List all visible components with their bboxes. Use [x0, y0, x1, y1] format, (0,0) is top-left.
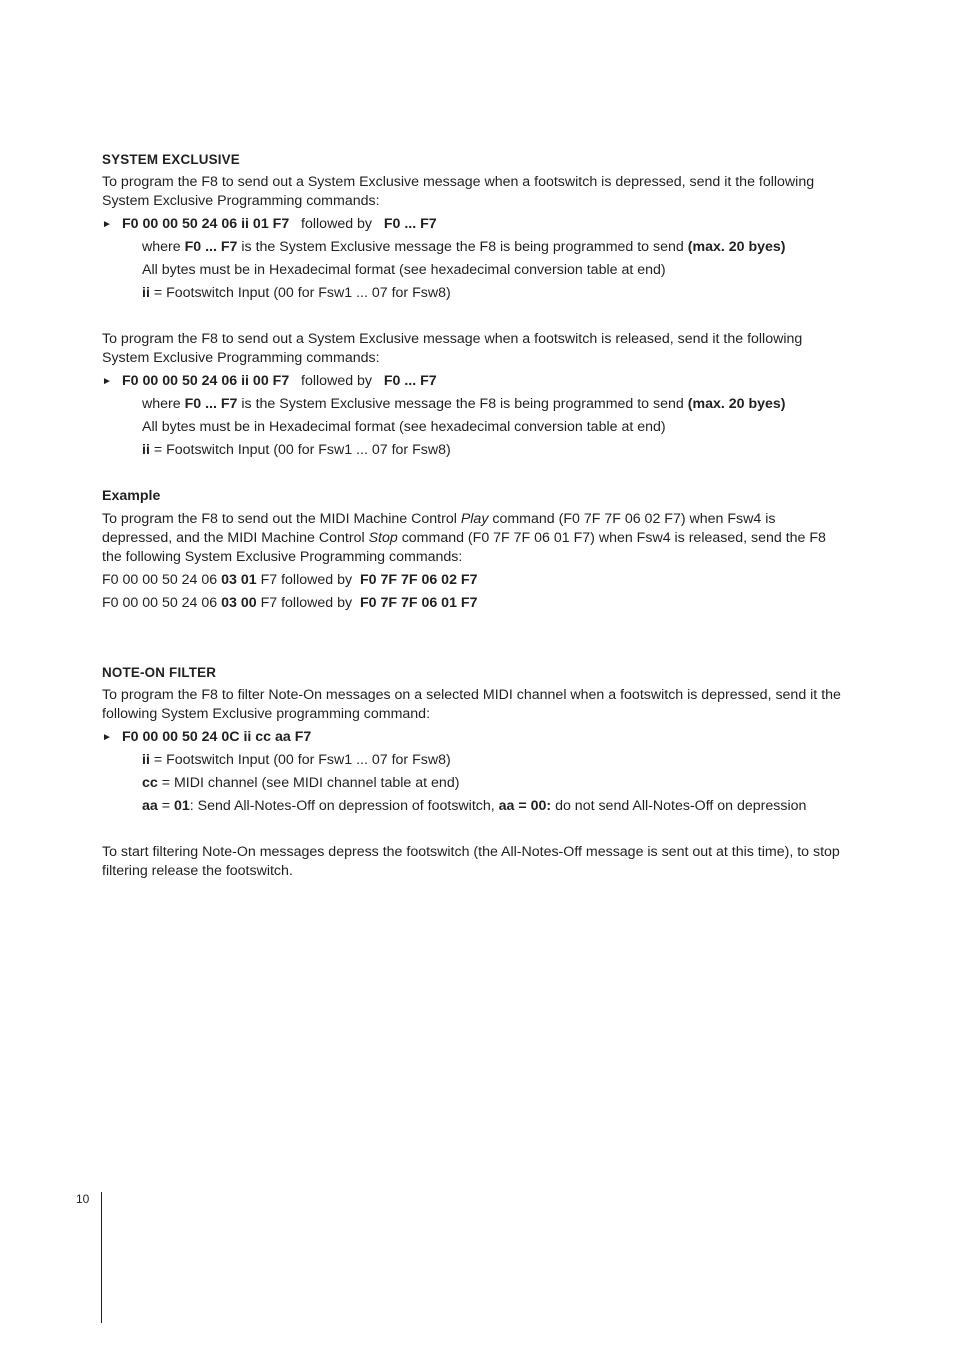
ii-definition	[102, 284, 847, 303]
ii-definition	[102, 751, 847, 770]
where-code: F0 ... F7	[184, 239, 238, 255]
cc-term: cc	[142, 775, 158, 791]
sysex-release-intro: To program the F8 to send out a System Exclusive message when a footswitch is released, send it the following System Exclusive Programming commands:	[102, 331, 803, 366]
section-title-system-exclusive: SYSTEM EXCLUSIVE	[102, 152, 240, 167]
example-text-1: To program the F8 to send out the MIDI Machine Control	[102, 511, 457, 527]
aa-eq: =	[161, 798, 171, 814]
sysex-release-command	[102, 372, 847, 391]
followed-by-text: followed by	[301, 373, 373, 389]
page-content	[102, 150, 847, 885]
followed-by-text: followed by	[301, 216, 373, 232]
margin-rule	[101, 1192, 102, 1323]
section-title-note-on-filter: NOTE-ON FILTER	[102, 665, 217, 680]
ii-definition	[102, 441, 847, 460]
max-bytes: (max. 20 byes)	[687, 396, 786, 412]
command-tail: F0 ... F7	[383, 216, 437, 232]
example-text-3: command (F0 7F 7F 06 01 F7) when Fsw4 is released, send the F8 the following System Exclusive Programming commands:	[102, 530, 826, 565]
cc-desc: = MIDI channel (see MIDI channel table at end)	[161, 775, 460, 791]
command-code: F0 00 00 50 24 0C ii cc aa F7	[122, 729, 312, 745]
aa-text-2: do not send All-Notes-Off on depression	[555, 798, 807, 814]
ii-term: ii	[142, 285, 150, 301]
where-line	[102, 395, 847, 414]
bullet-arrow-icon: ►	[102, 732, 112, 743]
code-end: F0 7F 7F 06 01 F7	[359, 595, 478, 611]
ii-term: ii	[142, 752, 150, 768]
command-code: F0 00 00 50 24 06 ii 01 F7	[122, 216, 290, 232]
code-bold: 03 00	[221, 595, 257, 611]
code-mid: F7 followed by	[260, 595, 353, 611]
sysex-depress-intro: To program the F8 to send out a System Exclusive message when a footswitch is depressed, send it the following System Exclusive Programming commands:	[102, 174, 815, 209]
where-text: where	[142, 396, 181, 412]
noteon-command	[102, 728, 847, 747]
ii-desc: = Footswitch Input (00 for Fsw1 ... 07 for Fsw8)	[153, 285, 451, 301]
hex-note: All bytes must be in Hexadecimal format (see hexadecimal conversion table at end)	[142, 262, 666, 278]
example-text-2: command (F0 7F 7F 06 02 F7) when Fsw4 is depressed, and the MIDI Machine Control	[102, 511, 776, 546]
where-text: where	[142, 239, 181, 255]
where-line	[102, 238, 847, 257]
bullet-arrow-icon: ►	[102, 219, 112, 230]
noteon-outro: To start filtering Note-On messages depress the footswitch (the All-Notes-Off message is sent out at this time), to stop filtering release the footswitch.	[102, 844, 840, 879]
code-mid: F7 followed by	[260, 572, 353, 588]
command-tail: F0 ... F7	[383, 373, 437, 389]
sysex-depress-command	[102, 215, 847, 234]
aa-value-00: aa = 00:	[498, 798, 552, 814]
where-rest: is the System Exclusive message the F8 is being programmed to send	[241, 396, 684, 412]
example-title: Example	[102, 488, 161, 504]
code-end: F0 7F 7F 06 02 F7	[359, 572, 478, 588]
code-bold: 03 01	[221, 572, 257, 588]
code-prefix: F0 00 00 50 24 06	[102, 595, 218, 611]
ii-desc: = Footswitch Input (00 for Fsw1 ... 07 for Fsw8)	[153, 752, 451, 768]
example-play: Play	[460, 511, 489, 527]
page-number: 10	[76, 1192, 90, 1206]
command-code: F0 00 00 50 24 06 ii 00 F7	[122, 373, 290, 389]
ii-term: ii	[142, 442, 150, 458]
aa-value-01: 01	[173, 798, 190, 814]
example-line-1	[102, 571, 847, 590]
where-rest: is the System Exclusive message the F8 is being programmed to send	[241, 239, 684, 255]
max-bytes: (max. 20 byes)	[687, 239, 786, 255]
ii-desc: = Footswitch Input (00 for Fsw1 ... 07 for Fsw8)	[153, 442, 451, 458]
example-line-2	[102, 594, 847, 613]
where-code: F0 ... F7	[184, 396, 238, 412]
code-prefix: F0 00 00 50 24 06	[102, 572, 218, 588]
hex-note: All bytes must be in Hexadecimal format (see hexadecimal conversion table at end)	[142, 419, 666, 435]
noteon-intro: To program the F8 to filter Note-On messages on a selected MIDI channel when a footswitch is depressed, send it the following System Exclusive programming command:	[102, 687, 841, 722]
aa-text-1: : Send All-Notes-Off on depression of footswitch,	[189, 798, 495, 814]
cc-definition	[102, 774, 847, 793]
bullet-arrow-icon: ►	[102, 376, 112, 387]
example-stop: Stop	[368, 530, 398, 546]
aa-term: aa	[142, 798, 158, 814]
example-text	[102, 510, 847, 567]
aa-definition	[102, 797, 847, 816]
